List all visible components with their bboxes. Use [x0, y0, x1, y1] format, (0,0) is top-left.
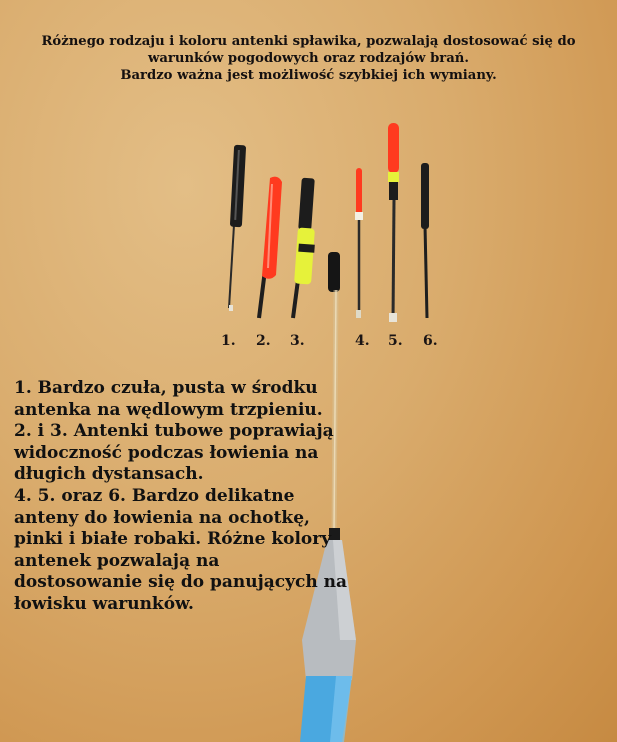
description-line: 2. i 3. Antenki tubowe poprawiają: [14, 421, 334, 442]
antenna-1: [229, 145, 246, 311]
description-line: antenka na wędlowym trzpieniu.: [14, 399, 323, 420]
description-line: 4. 5. oraz 6. Bardzo delikatne: [14, 485, 295, 506]
label-number-6: 6.: [423, 333, 438, 349]
caption-line-1: Różnego rodzaju i koloru antenki spławika, pozwalają dostosować się do: [41, 34, 576, 49]
antenna-2: [259, 177, 282, 318]
description-line: antenek pozwalają na: [14, 550, 220, 571]
description-line: anteny do łowienia na ochotkę,: [14, 507, 310, 528]
label-number-5: 5.: [388, 333, 403, 349]
description-line: łowisku warunków.: [14, 593, 194, 614]
description-line: długich dystansach.: [14, 464, 204, 485]
description-line: pinki i białe robaki. Różne kolory: [14, 529, 332, 550]
caption-line-3: Bardzo ważna jest możliwość szybkiej ich wymiany.: [120, 68, 497, 83]
label-number-3: 3.: [290, 333, 305, 349]
description-line: widoczność podczas łowienia na: [14, 442, 319, 463]
description-line: 1. Bardzo czuła, pusta w środku: [14, 378, 318, 398]
description-line: dostosowanie się do panujących na: [14, 572, 348, 593]
antenna-5: [388, 123, 399, 322]
antenna-4: [355, 168, 363, 318]
antenna-6: [421, 163, 429, 318]
description: [14, 378, 348, 616]
antenna-3-cap: [328, 252, 340, 292]
antenna-3: [293, 178, 315, 318]
label-number-4: 4.: [355, 333, 370, 349]
caption-line-2: warunków pogodowych oraz rodzajów brań.: [148, 51, 469, 66]
label-number-2: 2.: [256, 333, 271, 349]
label-number-1: 1.: [221, 333, 236, 349]
